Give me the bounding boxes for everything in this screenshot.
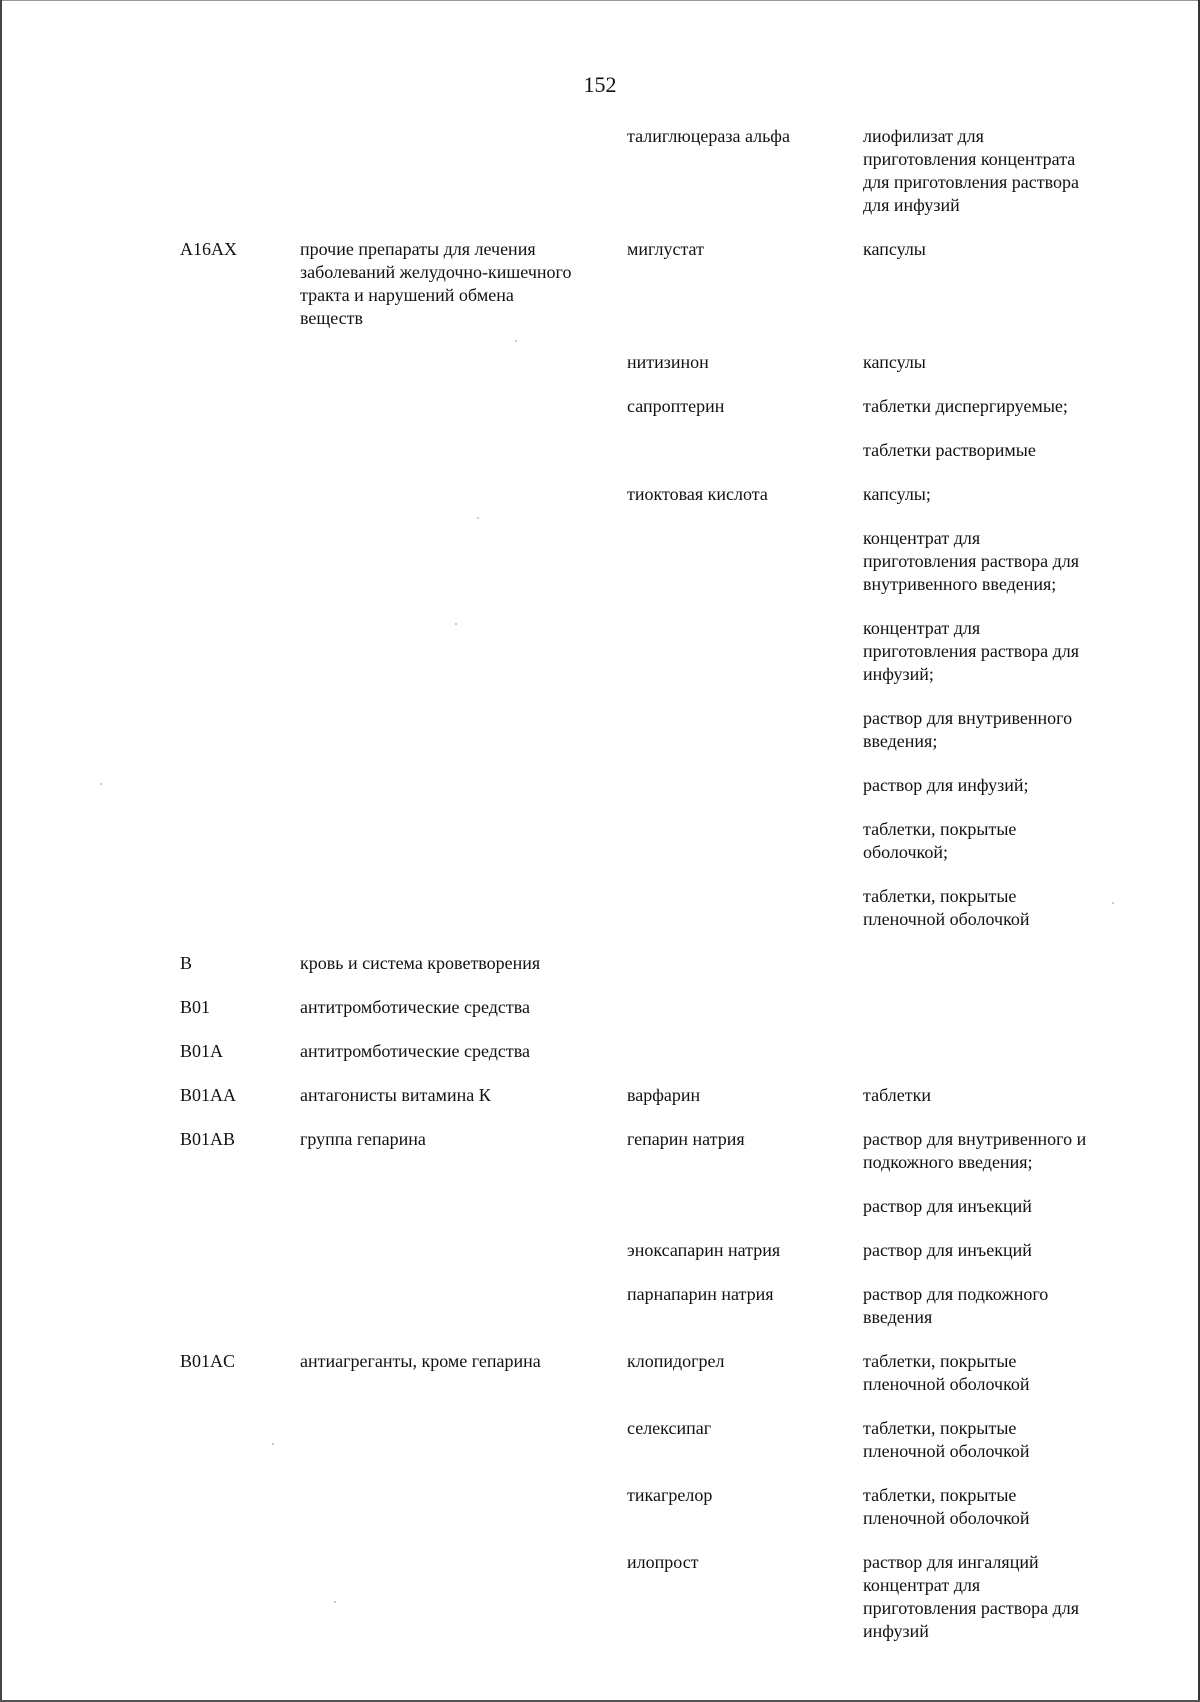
dosage-form-item: концентрат для приготовления раствора для инфузий; — [863, 618, 1079, 684]
drug-name: парнапарин натрия — [627, 1284, 774, 1304]
dosage-forms — [863, 125, 1120, 217]
dosage-form-item: капсулы; — [863, 484, 931, 504]
atc-code: B01A — [180, 1041, 224, 1061]
atc-code — [180, 395, 300, 462]
drug-name: варфарин — [627, 1085, 701, 1105]
dosage-form-item: капсулы — [863, 239, 926, 259]
anatomical-therapeutic-group: группа гепарина — [300, 1129, 426, 1149]
atc-code — [180, 125, 300, 217]
atc-code — [180, 1484, 300, 1530]
dosage-form-item: раствор для внутривенного введения; — [863, 708, 1073, 751]
dosage-forms — [863, 1128, 1120, 1218]
dosage-form-item: раствор для инъекций — [863, 1196, 1032, 1216]
anatomical-therapeutic-group — [300, 1417, 627, 1463]
atc-code — [180, 351, 300, 374]
anatomical-therapeutic-group — [300, 1484, 627, 1530]
anatomical-therapeutic-group: кровь и система кроветворения — [300, 953, 541, 973]
atc-code — [180, 1417, 300, 1463]
table-row — [180, 1128, 1120, 1218]
dosage-form-item: таблетки, покрытые оболочкой; — [863, 819, 1017, 862]
drug-name — [627, 996, 863, 1019]
drug-name: селексипаг — [627, 1418, 712, 1438]
atc-code: B01AB — [180, 1129, 236, 1149]
dosage-forms — [863, 1350, 1120, 1396]
table-row — [180, 1283, 1120, 1329]
atc-code: B01 — [180, 997, 211, 1017]
drug-name: миглустат — [627, 239, 704, 259]
dosage-forms — [863, 1084, 1120, 1107]
dosage-forms — [863, 483, 1120, 931]
table-row — [180, 1239, 1120, 1262]
anatomical-therapeutic-group: антитромботические средства — [300, 997, 531, 1017]
dosage-form-item: раствор для инфузий; — [863, 775, 1029, 795]
drug-name — [627, 1040, 863, 1063]
dosage-form-item: капсулы — [863, 352, 926, 372]
dosage-forms — [863, 1040, 1120, 1063]
table-row — [180, 1551, 1120, 1643]
dosage-form-item: таблетки растворимые — [863, 440, 1036, 460]
anatomical-therapeutic-group: антитромботические средства — [300, 1041, 531, 1061]
drug-name: сапроптерин — [627, 396, 725, 416]
anatomical-therapeutic-group: прочие препараты для лечения заболеваний желудочно-кишечного тракта и нарушений обмена веществ — [300, 239, 572, 328]
table-row — [180, 1417, 1120, 1463]
drug-name: эноксапарин натрия — [627, 1240, 781, 1260]
anatomical-therapeutic-group — [300, 1551, 627, 1643]
drug-name — [627, 952, 863, 975]
dosage-forms — [863, 238, 1120, 330]
table-row — [180, 952, 1120, 975]
dosage-form-item: таблетки — [863, 1085, 932, 1105]
scan-edge-left — [0, 0, 2, 1702]
dosage-form-item: раствор для подкожного введения — [863, 1284, 1049, 1327]
table-row — [180, 238, 1120, 330]
scan-speck — [100, 783, 102, 785]
dosage-form-item: таблетки, покрытые пленочной оболочкой — [863, 1418, 1030, 1461]
dosage-forms — [863, 996, 1120, 1019]
atc-code — [180, 1283, 300, 1329]
table-row — [180, 125, 1120, 217]
table-row — [180, 351, 1120, 374]
dosage-form-item: лиофилизат для приготовления концентрата для приготовления раствора для инфузий — [863, 126, 1079, 215]
atc-code: B01AC — [180, 1351, 236, 1371]
dosage-form-item: таблетки, покрытые пленочной оболочкой — [863, 886, 1030, 929]
atc-code — [180, 1239, 300, 1262]
drug-name: илопрост — [627, 1552, 699, 1572]
drug-name: тикагрелор — [627, 1485, 713, 1505]
anatomical-therapeutic-group — [300, 1239, 627, 1262]
dosage-forms — [863, 952, 1120, 975]
drug-name: гепарин натрия — [627, 1129, 745, 1149]
dosage-forms — [863, 1283, 1120, 1329]
atc-code: B01AA — [180, 1085, 237, 1105]
table-row — [180, 483, 1120, 931]
scan-edge-top — [0, 0, 1200, 1]
anatomical-therapeutic-group: антиагреганты, кроме гепарина — [300, 1351, 541, 1371]
table-row — [180, 395, 1120, 462]
dosage-form-item: раствор для внутривенного и подкожного введения; — [863, 1129, 1087, 1172]
dosage-forms — [863, 1417, 1120, 1463]
drug-name: талиглюцераза альфа — [627, 126, 790, 146]
anatomical-therapeutic-group — [300, 351, 627, 374]
table-row — [180, 1040, 1120, 1063]
dosage-forms — [863, 351, 1120, 374]
dosage-form-item: раствор для инъекций — [863, 1240, 1032, 1260]
anatomical-therapeutic-group — [300, 483, 627, 931]
drug-name: клопидогрел — [627, 1351, 725, 1371]
atc-code: A16AX — [180, 239, 237, 259]
dosage-forms — [863, 1484, 1120, 1530]
atc-code — [180, 483, 300, 931]
anatomical-therapeutic-group: антагонисты витамина К — [300, 1085, 491, 1105]
anatomical-therapeutic-group — [300, 125, 627, 217]
dosage-form-item: таблетки диспергируемые; — [863, 396, 1068, 416]
medication-table — [180, 125, 1120, 1664]
dosage-forms — [863, 1551, 1120, 1643]
drug-name: тиоктовая кислота — [627, 484, 768, 504]
dosage-forms — [863, 1239, 1120, 1262]
anatomical-therapeutic-group — [300, 1283, 627, 1329]
drug-name: нитизинон — [627, 352, 709, 372]
table-row — [180, 1350, 1120, 1396]
dosage-form-item: таблетки, покрытые пленочной оболочкой — [863, 1485, 1030, 1528]
table-row — [180, 1084, 1120, 1107]
atc-code: B — [180, 953, 193, 973]
table-row — [180, 996, 1120, 1019]
dosage-form-item: раствор для ингаляций концентрат для приготовления раствора для инфузий — [863, 1552, 1079, 1641]
dosage-form-item: концентрат для приготовления раствора для внутривенного введения; — [863, 528, 1079, 594]
page-number: 152 — [583, 72, 617, 97]
atc-code — [180, 1551, 300, 1643]
anatomical-therapeutic-group — [300, 395, 627, 462]
dosage-forms — [863, 395, 1120, 462]
table-row — [180, 1484, 1120, 1530]
dosage-form-item: таблетки, покрытые пленочной оболочкой — [863, 1351, 1030, 1394]
